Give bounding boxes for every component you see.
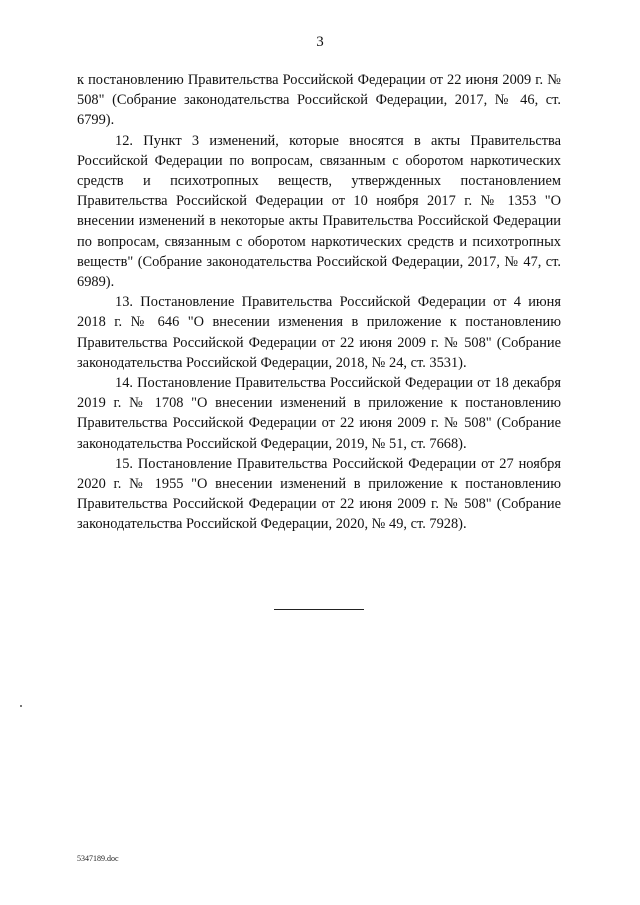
page-number: 3 [316, 34, 324, 50]
paragraph-continuation: к постановлению Правительства Российской Федерации от 22 июня 2009 г. № 508" (Собрание законодательства Российской Федерации, 2017, № 46, ст. 6799). [77, 72, 561, 129]
footer-file-name: 5347189.doc [77, 854, 119, 863]
margin-mark [20, 705, 22, 707]
end-separator-line [274, 609, 364, 610]
document-body [77, 70, 561, 535]
paragraph-item-13: 13. Постановление Правительства Российской Федерации от 4 июня 2018 г. № 646 "О внесении изменения в приложение к постановлению Правительства Российской Федерации от 22 июня 2009 г. № 508" (Собрание законодательства Российской Федерации, 2018, № 24, ст. 3531). [77, 294, 561, 371]
paragraph-item-12: 12. Пункт 3 изменений, которые вносятся в акты Правительства Российской Федерации по вопросам, связанным с оборотом наркотических средств и психотропных веществ, утвержденных постановлением Правительства Российской Федерации от 10 ноября 2017 г. № 1353 "О внесении изменений в некоторые акты Правительства Российской Федерации по вопросам, связанным с оборотом наркотических средств и психотропных веществ" (Собрание законодательства Российской Федерации, 2017, № 47, ст. 6989). [77, 132, 561, 291]
paragraph-item-15: 15. Постановление Правительства Российской Федерации от 27 ноября 2020 г. № 1955 "О внесении изменений в приложение к постановлению Правительства Российской Федерации от 22 июня 2009 г. № 508" (Собрание законодательства Российской Федерации, 2020, № 49, ст. 7928). [77, 455, 561, 533]
paragraph-item-14: 14. Постановление Правительства Российской Федерации от 18 декабря 2019 г. № 1708 "О внесении изменений в приложение к постановлению Правительства Российской Федерации от 22 июня 2009 г. № 508" (Собрание законодательства Российской Федерации, 2019, № 51, ст. 7668). [77, 375, 561, 452]
